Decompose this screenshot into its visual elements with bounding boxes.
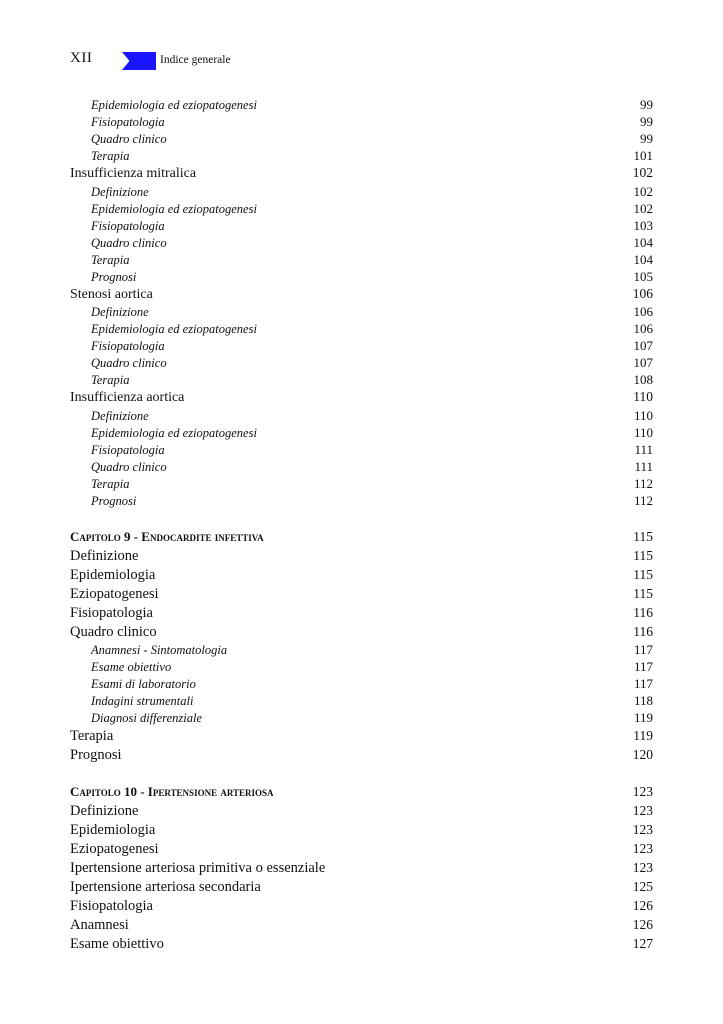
- toc-entry-label: Prognosi: [70, 746, 122, 763]
- toc-page-number: 102: [633, 200, 653, 216]
- toc-page-number: 102: [632, 165, 653, 180]
- toc-page-number: 99: [640, 131, 653, 146]
- toc-entry-label: Anamnesi: [70, 916, 129, 933]
- toc-entry-label: Terapia: [91, 252, 130, 267]
- toc-page-number: 115: [633, 585, 653, 601]
- toc-entry-label: Definizione: [91, 184, 149, 199]
- toc-page-number: 106: [632, 285, 653, 301]
- toc-entry-label: Capitolo 9 - Endocardite infettiva: [70, 528, 264, 544]
- toc-entry[interactable]: [70, 603, 653, 622]
- toc-entry[interactable]: [70, 546, 653, 565]
- toc-entry-label: Insufficienza mitralica: [70, 166, 197, 181]
- toc-entry-label: Esame obiettivo: [91, 659, 172, 674]
- toc-entry-label: Quadro clinico: [70, 623, 157, 640]
- toc-page-number: 108: [633, 372, 653, 387]
- toc-page-number: 123: [632, 859, 653, 875]
- toc-entry-label: Insufficienza aortica: [70, 390, 185, 405]
- toc-page-number: 117: [633, 675, 653, 691]
- toc-page-number: 104: [633, 234, 653, 250]
- toc-entry-label: Quadro clinico: [91, 132, 167, 146]
- toc-entry[interactable]: [70, 801, 653, 820]
- toc-page-number: 106: [633, 321, 653, 336]
- toc-entry[interactable]: [70, 934, 653, 953]
- toc-entry-label: Fisiopatologia: [91, 218, 165, 233]
- toc-subentry[interactable]: [70, 658, 653, 675]
- toc-entry[interactable]: [70, 745, 653, 764]
- toc-page-number: 117: [633, 641, 653, 657]
- toc-subentry[interactable]: [70, 113, 653, 130]
- toc-subentry[interactable]: [70, 475, 653, 492]
- toc-subentry[interactable]: [70, 371, 653, 388]
- toc-subentry[interactable]: [70, 709, 653, 726]
- toc-page-number: 110: [633, 389, 653, 404]
- toc-page-number: 99: [640, 97, 653, 112]
- toc-page-number: 101: [633, 148, 653, 163]
- toc-page-number: 119: [633, 709, 653, 725]
- toc-entry[interactable]: [70, 877, 653, 896]
- toc-page-number: 117: [633, 658, 653, 674]
- toc-page-number: 106: [633, 304, 653, 319]
- toc-entry-label: Epidemiologia ed eziopatogenesi: [91, 322, 257, 336]
- toc-entry[interactable]: [70, 820, 653, 839]
- toc-entry[interactable]: [70, 584, 653, 603]
- toc-entry-label: Fisiopatologia: [91, 339, 165, 353]
- toc-subentry[interactable]: [70, 183, 653, 200]
- toc-page-number: 116: [633, 623, 653, 639]
- toc-subentry[interactable]: [70, 441, 653, 458]
- toc-entry-label: Definizione: [70, 802, 139, 819]
- toc-entry-label: Fisiopatologia: [70, 897, 153, 914]
- toc-subentry[interactable]: [70, 251, 653, 268]
- toc-entry[interactable]: [70, 839, 653, 858]
- toc-page-number: 126: [632, 897, 653, 913]
- toc-subentry[interactable]: [70, 337, 653, 354]
- toc-entry[interactable]: [70, 565, 653, 584]
- toc-entry[interactable]: [70, 622, 653, 641]
- section-spacer: [70, 509, 653, 527]
- toc-subentry[interactable]: [70, 217, 653, 234]
- toc-entry-label: Ipertensione arteriosa secondaria: [70, 878, 261, 895]
- section-spacer: [70, 764, 653, 782]
- toc-page-number: 127: [632, 935, 653, 951]
- toc-entry-label: Quadro clinico: [91, 356, 167, 370]
- page-number: XII: [70, 50, 93, 66]
- toc-page-number: 103: [633, 217, 653, 233]
- toc-page-number: 119: [633, 727, 653, 743]
- toc-entry[interactable]: [70, 915, 653, 934]
- toc-entry-label: Quadro clinico: [91, 235, 167, 250]
- toc-entry-label: Definizione: [70, 547, 139, 564]
- toc-entry[interactable]: [70, 164, 653, 183]
- toc-subentry[interactable]: [70, 492, 653, 509]
- toc-entry-label: Terapia: [70, 727, 114, 744]
- toc-chapter-entry[interactable]: [70, 782, 653, 801]
- toc-entry-label: Epidemiologia: [70, 566, 156, 583]
- toc-page-number: 115: [633, 566, 653, 582]
- toc-entry[interactable]: [70, 858, 653, 877]
- page-header: [70, 50, 670, 72]
- toc-entry-label: Definizione: [91, 305, 149, 319]
- toc-entry-label: Quadro clinico: [91, 459, 167, 474]
- toc-page-number: 126: [632, 916, 653, 932]
- toc-entry-label: Eziopatogenesi: [70, 840, 159, 857]
- toc-subentry[interactable]: [70, 303, 653, 320]
- toc-entry-label: Indagini strumentali: [91, 693, 194, 708]
- toc-page-number: 107: [633, 355, 653, 370]
- toc-page-number: 110: [633, 424, 653, 440]
- toc-page-number: 123: [632, 840, 653, 856]
- toc-entry-label: Diagnosi differenziale: [91, 710, 202, 725]
- toc-subentry[interactable]: [70, 234, 653, 251]
- toc-entry-label: Fisiopatologia: [70, 604, 153, 621]
- toc-chapter-entry[interactable]: [70, 527, 653, 546]
- toc-page-number: 115: [633, 547, 653, 563]
- toc-subentry[interactable]: [70, 458, 653, 475]
- toc-entry-label: Esame obiettivo: [70, 935, 164, 952]
- toc-entry-label: Capitolo 10 - Ipertensione arteriosa: [70, 783, 274, 799]
- toc-entry-label: Epidemiologia ed eziopatogenesi: [91, 98, 257, 112]
- toc-entry-label: Eziopatogenesi: [70, 585, 159, 602]
- toc-entry[interactable]: [70, 285, 653, 304]
- toc-entry-label: Prognosi: [91, 269, 137, 284]
- toc-entry-label: Epidemiologia: [70, 821, 156, 838]
- toc-page-number: 104: [633, 251, 653, 267]
- toc-entry-label: Terapia: [91, 476, 130, 491]
- table-of-contents: [70, 96, 653, 953]
- toc-page-number: 111: [634, 441, 653, 457]
- toc-page-number: 123: [632, 802, 653, 818]
- toc-page-number: 115: [633, 528, 653, 544]
- toc-subentry[interactable]: [70, 268, 653, 285]
- toc-entry[interactable]: [70, 726, 653, 745]
- toc-subentry[interactable]: [70, 200, 653, 217]
- toc-page-number: 123: [632, 821, 653, 837]
- toc-page-number: 99: [640, 114, 653, 129]
- toc-entry[interactable]: [70, 896, 653, 915]
- toc-subentry[interactable]: [70, 675, 653, 692]
- toc-entry-label: Definizione: [91, 408, 149, 423]
- running-section-title: Indice generale: [160, 54, 231, 66]
- toc-entry-label: Terapia: [91, 373, 130, 387]
- toc-entry-label: Ipertensione arteriosa primitiva o essenziale: [70, 859, 326, 876]
- toc-subentry[interactable]: [70, 407, 653, 424]
- toc-entry-label: Prognosi: [91, 493, 137, 508]
- toc-page-number: 111: [634, 458, 653, 474]
- toc-subentry[interactable]: [70, 130, 653, 147]
- toc-page-number: 112: [633, 475, 653, 491]
- toc-subentry[interactable]: [70, 424, 653, 441]
- toc-subentry[interactable]: [70, 320, 653, 337]
- toc-entry-label: Fisiopatologia: [91, 442, 165, 457]
- toc-subentry[interactable]: [70, 147, 653, 164]
- toc-entry-label: Fisiopatologia: [91, 115, 165, 129]
- toc-page-number: 105: [633, 268, 653, 284]
- toc-entry-label: Stenosi aortica: [70, 286, 153, 302]
- toc-page-number: 123: [632, 783, 653, 799]
- toc-page-number: 120: [632, 746, 653, 762]
- toc-page-number: 102: [633, 183, 653, 199]
- toc-page-number: 125: [632, 878, 653, 894]
- toc-page-number: 110: [633, 407, 653, 423]
- blue-flag-icon: [122, 52, 156, 70]
- toc-entry-label: Epidemiologia ed eziopatogenesi: [91, 425, 257, 440]
- toc-entry-label: Esami di laboratorio: [91, 676, 196, 691]
- toc-entry-label: Epidemiologia ed eziopatogenesi: [91, 201, 257, 216]
- toc-subentry[interactable]: [70, 641, 653, 658]
- toc-subentry[interactable]: [70, 692, 653, 709]
- toc-subentry[interactable]: [70, 96, 653, 113]
- toc-page-number: 118: [633, 692, 653, 708]
- toc-page-number: 112: [633, 492, 653, 508]
- toc-page-number: 116: [633, 604, 653, 620]
- toc-page-number: 107: [633, 338, 653, 353]
- toc-entry-label: Terapia: [91, 149, 130, 163]
- toc-entry-label: Anamnesi - Sintomatologia: [91, 642, 228, 657]
- toc-subentry[interactable]: [70, 354, 653, 371]
- toc-entry[interactable]: [70, 388, 653, 407]
